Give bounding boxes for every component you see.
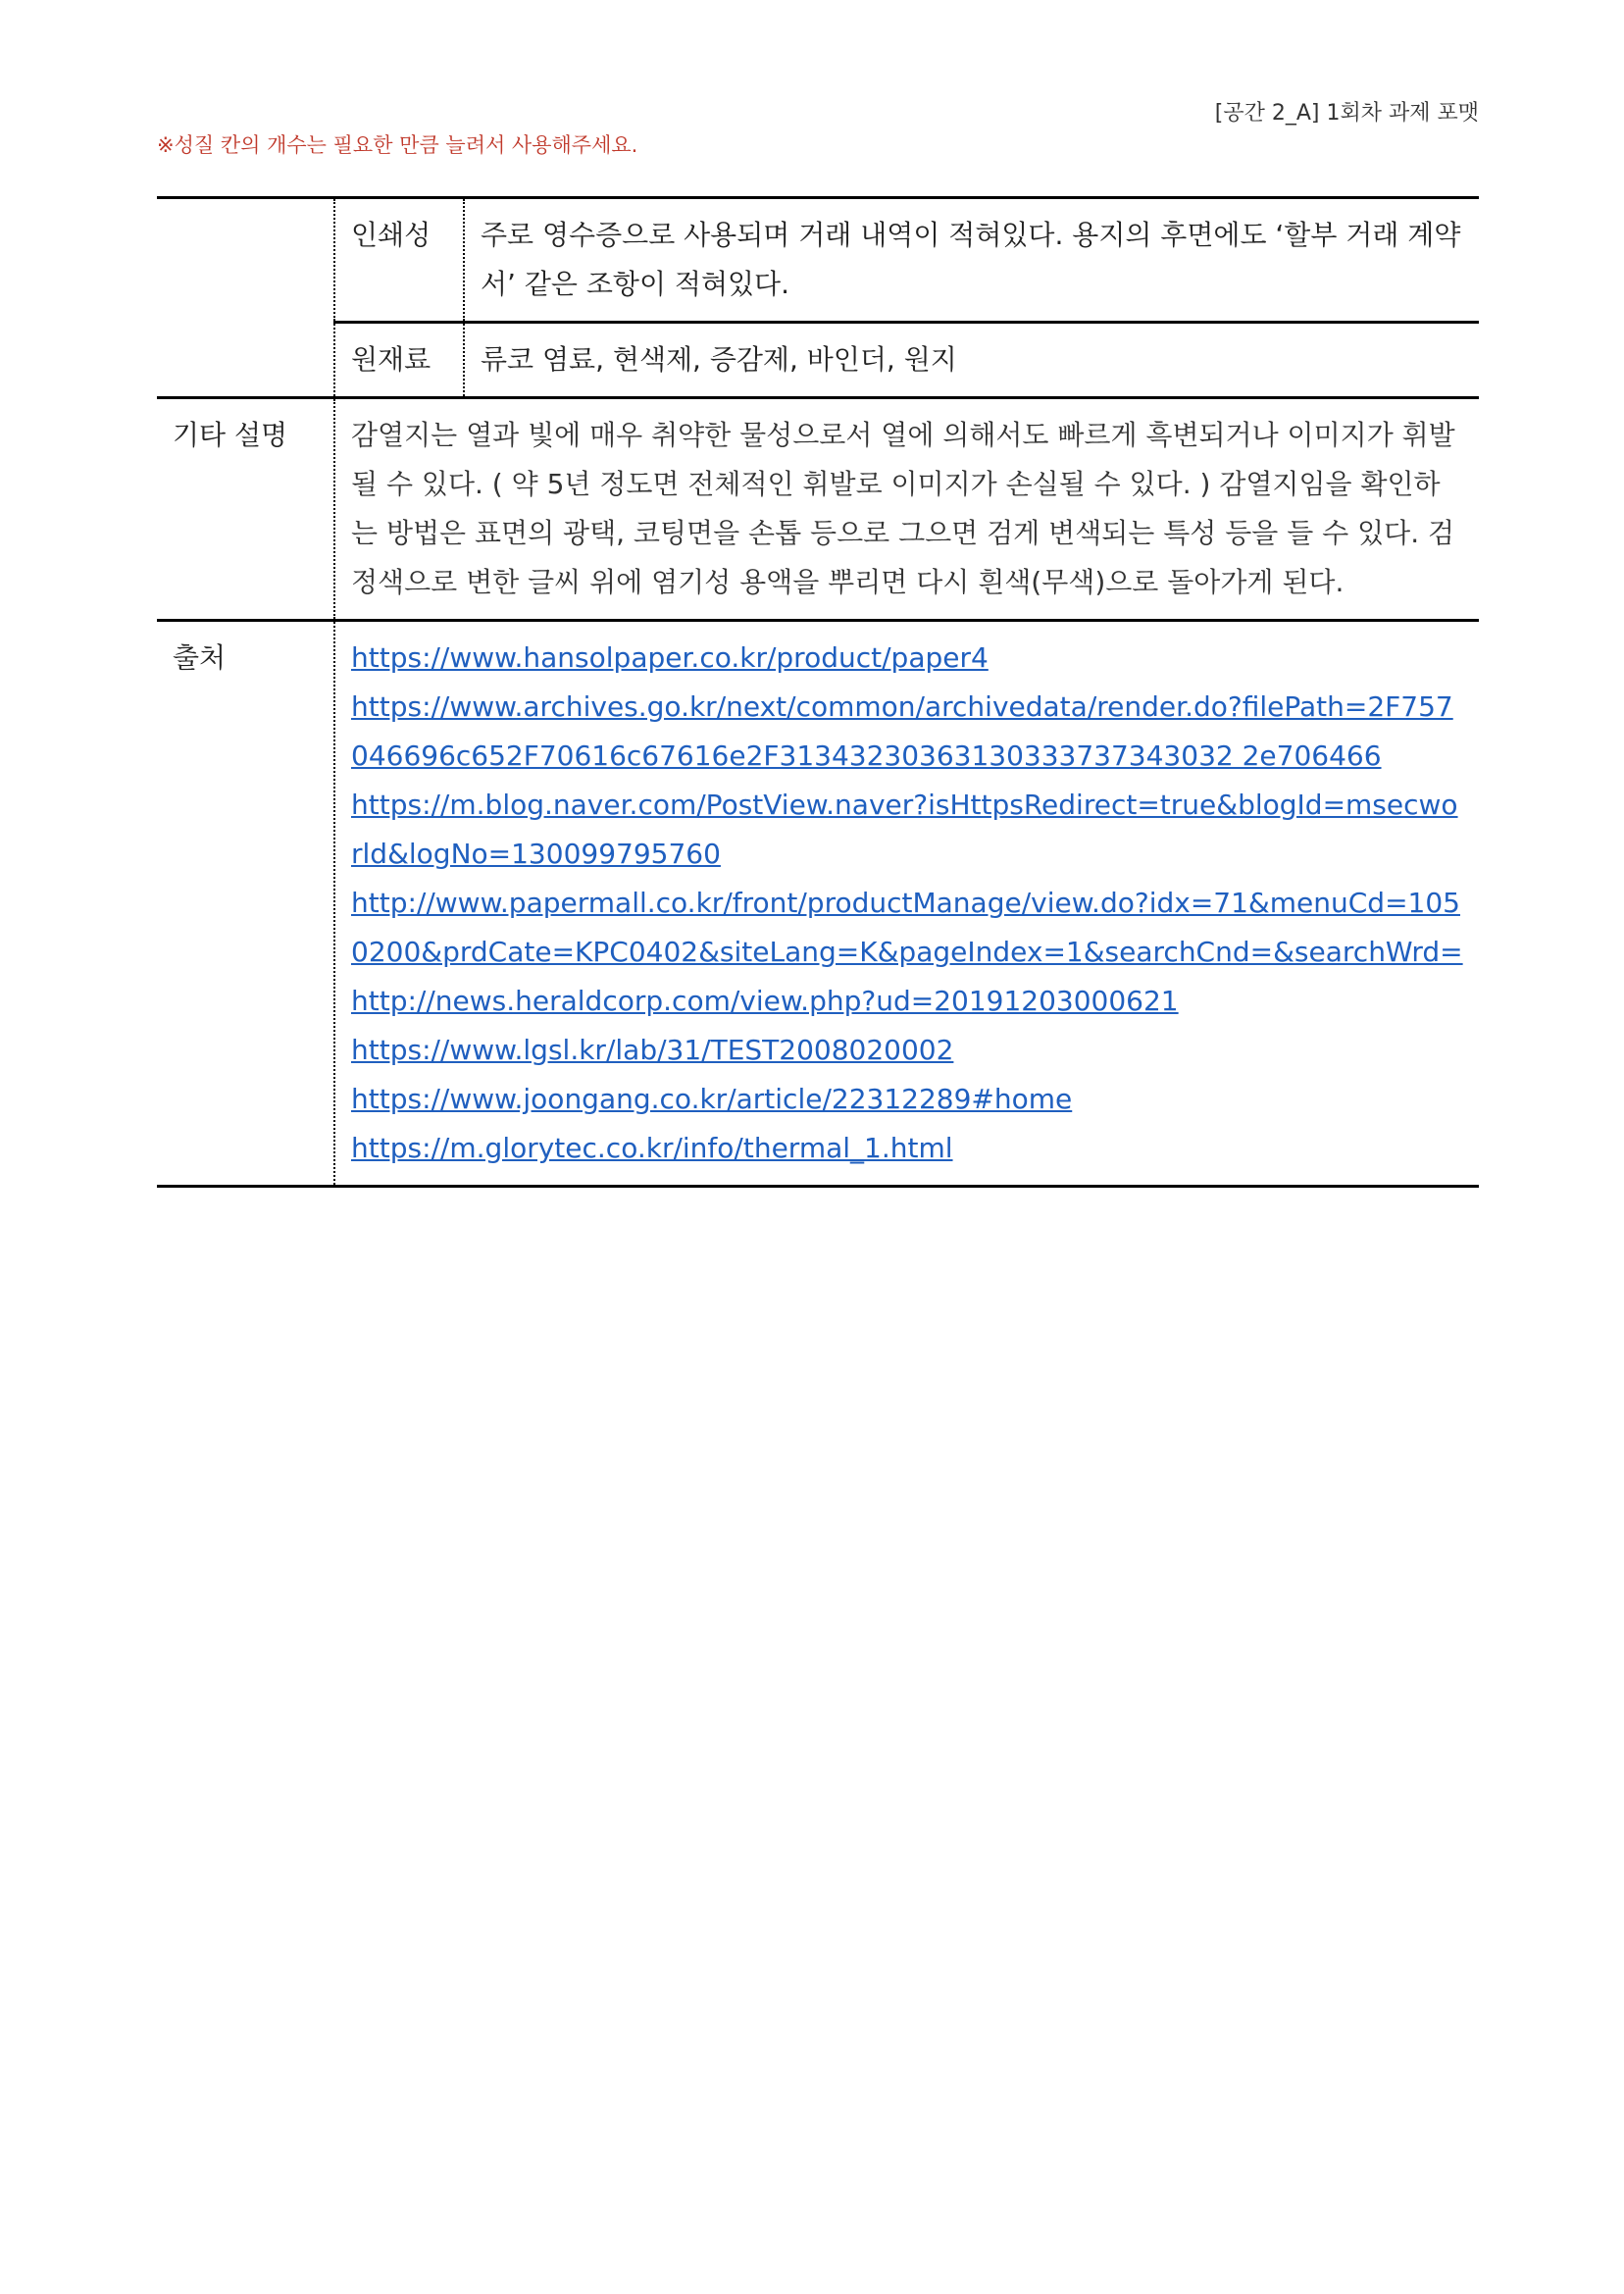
instruction-note: ※성질 칸의 개수는 필요한 만큼 늘려서 사용해주세요. bbox=[157, 133, 638, 157]
sources-label: 출처 bbox=[157, 621, 334, 1187]
property-table bbox=[157, 196, 1479, 1188]
source-link[interactable]: http://www.papermall.co.kr/front/productManage/view.do?idx=71&menuCd=1050200&prdCate=KPC0402&siteLang=K&pageIndex=1&searchCnd=&searchWrd= bbox=[351, 887, 1463, 968]
other-description-text: 감열지는 열과 빛에 매우 취약한 물성으로서 열에 의해서도 빠르게 흑변되거나 이미지가 휘발될 수 있다. ( 약 5년 정도면 전체적인 휘발로 이미지가 손실될 수 있다. ) 감열지임을 확인하는 방법은 표면의 광택, 코팅면을 손톱 등으로 그으면 검게 변색되는 특성 등을 들 수 있다. 검정색으로 변한 글씨 위에 염기성 용액을 뿌리면 다시 흰색(무색)으로 돌아가게 된다. bbox=[334, 398, 1479, 621]
table-row bbox=[157, 398, 1479, 621]
document-header: [공간 2_A] 1회차 과제 포맷 bbox=[1214, 101, 1479, 126]
source-link[interactable]: https://m.blog.naver.com/PostView.naver?isHttpsRedirect=true&blogId=msecworld&logNo=130099795760 bbox=[351, 789, 1458, 870]
property-label-printability: 인쇄성 bbox=[334, 198, 464, 323]
table-row bbox=[157, 621, 1479, 1187]
source-link[interactable]: https://www.archives.go.kr/next/common/archivedata/render.do?filePath=2F757046696c652F70616c67616e2F31343230363130333737343032 2e706466 bbox=[351, 690, 1453, 772]
property-value-material: 류코 염료, 현색제, 증감제, 바인더, 원지 bbox=[464, 323, 1479, 398]
source-link[interactable]: https://www.lgsl.kr/lab/31/TEST2008020002 bbox=[351, 1034, 954, 1066]
source-link[interactable]: http://news.heraldcorp.com/view.php?ud=20191203000621 bbox=[351, 985, 1179, 1017]
source-link[interactable]: https://www.hansolpaper.co.kr/product/paper4 bbox=[351, 641, 989, 674]
property-value-printability: 주로 영수증으로 사용되며 거래 내역이 적혀있다. 용지의 후면에도 ‘할부 거래 계약서’ 같은 조항이 적혀있다. bbox=[464, 198, 1479, 323]
sources-list bbox=[334, 621, 1479, 1187]
source-link[interactable]: https://m.glorytec.co.kr/info/thermal_1.html bbox=[351, 1132, 953, 1164]
empty-category-cell bbox=[157, 198, 334, 398]
table-row bbox=[157, 198, 1479, 323]
property-label-material: 원재료 bbox=[334, 323, 464, 398]
other-description-label: 기타 설명 bbox=[157, 398, 334, 621]
source-link[interactable]: https://www.joongang.co.kr/article/22312289#home bbox=[351, 1083, 1073, 1115]
table-row bbox=[157, 323, 1479, 398]
